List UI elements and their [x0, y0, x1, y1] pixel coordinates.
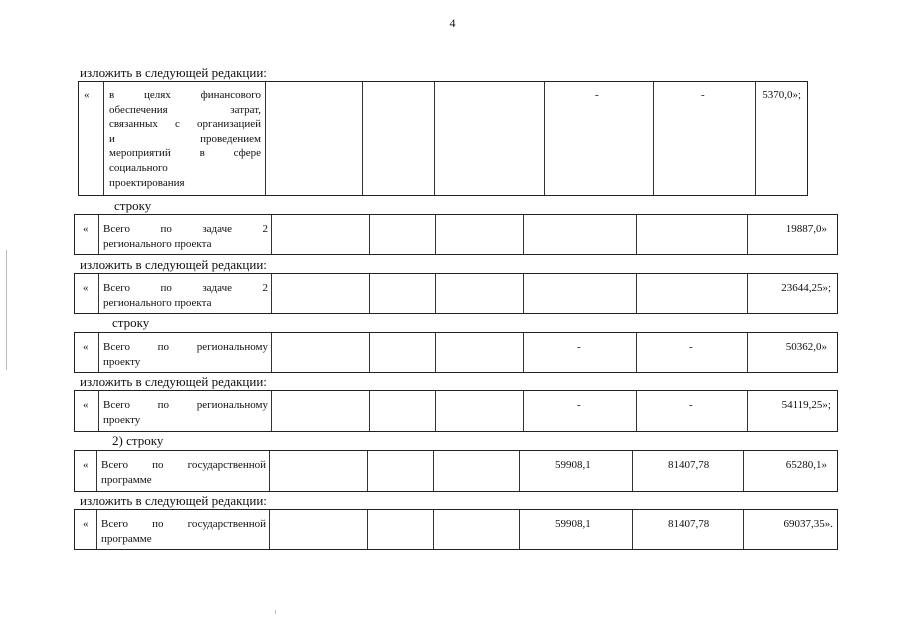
scan-artifact: [275, 610, 276, 614]
amend-heading: изложить в следующей редакции:: [80, 65, 267, 80]
open-quote: «: [83, 223, 89, 235]
value-total: 19887,0»: [785, 223, 827, 235]
value-total: 65280,1»: [785, 459, 827, 471]
row-description: Всего по задаче 2 регионального проекта: [103, 282, 268, 309]
value-col6: -: [689, 399, 693, 411]
row-description: Всего по региональному проекту: [103, 399, 268, 426]
open-quote: «: [84, 89, 90, 101]
row-description: Всего по региональному проекту: [103, 341, 268, 368]
value-col6: 81407,78: [668, 518, 710, 530]
value-total: 54119,25»;: [781, 399, 831, 411]
row-heading: строку: [114, 198, 152, 213]
value-total: 50362,0»: [785, 341, 827, 353]
open-quote: «: [83, 341, 89, 353]
value-col6: -: [701, 89, 705, 101]
table-row: [78, 81, 808, 196]
page-number: 4: [449, 16, 456, 30]
open-quote: «: [83, 459, 89, 471]
value-total: 23644,25»;: [781, 282, 831, 294]
value-col6: -: [689, 341, 693, 353]
value-total: 5370,0»;: [762, 89, 801, 101]
value-col5: -: [577, 399, 581, 411]
open-quote: «: [83, 399, 89, 411]
amend-heading: изложить в следующей редакции:: [80, 257, 267, 272]
open-quote: «: [83, 518, 89, 530]
value-col5: -: [577, 341, 581, 353]
table-row: [74, 450, 838, 492]
value-col5: -: [595, 89, 599, 101]
table-row: [74, 509, 838, 550]
scan-artifact: [6, 250, 7, 370]
amend-heading: изложить в следующей редакции:: [80, 493, 267, 508]
open-quote: «: [83, 282, 89, 294]
row-description: в целях финансового обеспечения затрат, связанных с организацией и проведением мероприятий в сфере социального проектирования: [109, 89, 261, 189]
value-col5: 59908,1: [555, 459, 591, 471]
table-row: [74, 332, 838, 373]
value-col5: 59908,1: [555, 518, 591, 530]
table-row: [74, 273, 838, 314]
value-total: 69037,35».: [783, 518, 833, 530]
value-col6: 81407,78: [668, 459, 710, 471]
row-description: Всего по государственной программе: [101, 459, 266, 486]
row-heading: строку: [112, 315, 150, 330]
row-description: Всего по государственной программе: [101, 518, 266, 545]
row-heading: 2) строку: [112, 433, 164, 448]
row-description: Всего по задаче 2 регионального проекта: [103, 223, 268, 250]
amend-heading: изложить в следующей редакции:: [80, 374, 267, 389]
table-row: [74, 214, 838, 255]
table-row: [74, 390, 838, 432]
